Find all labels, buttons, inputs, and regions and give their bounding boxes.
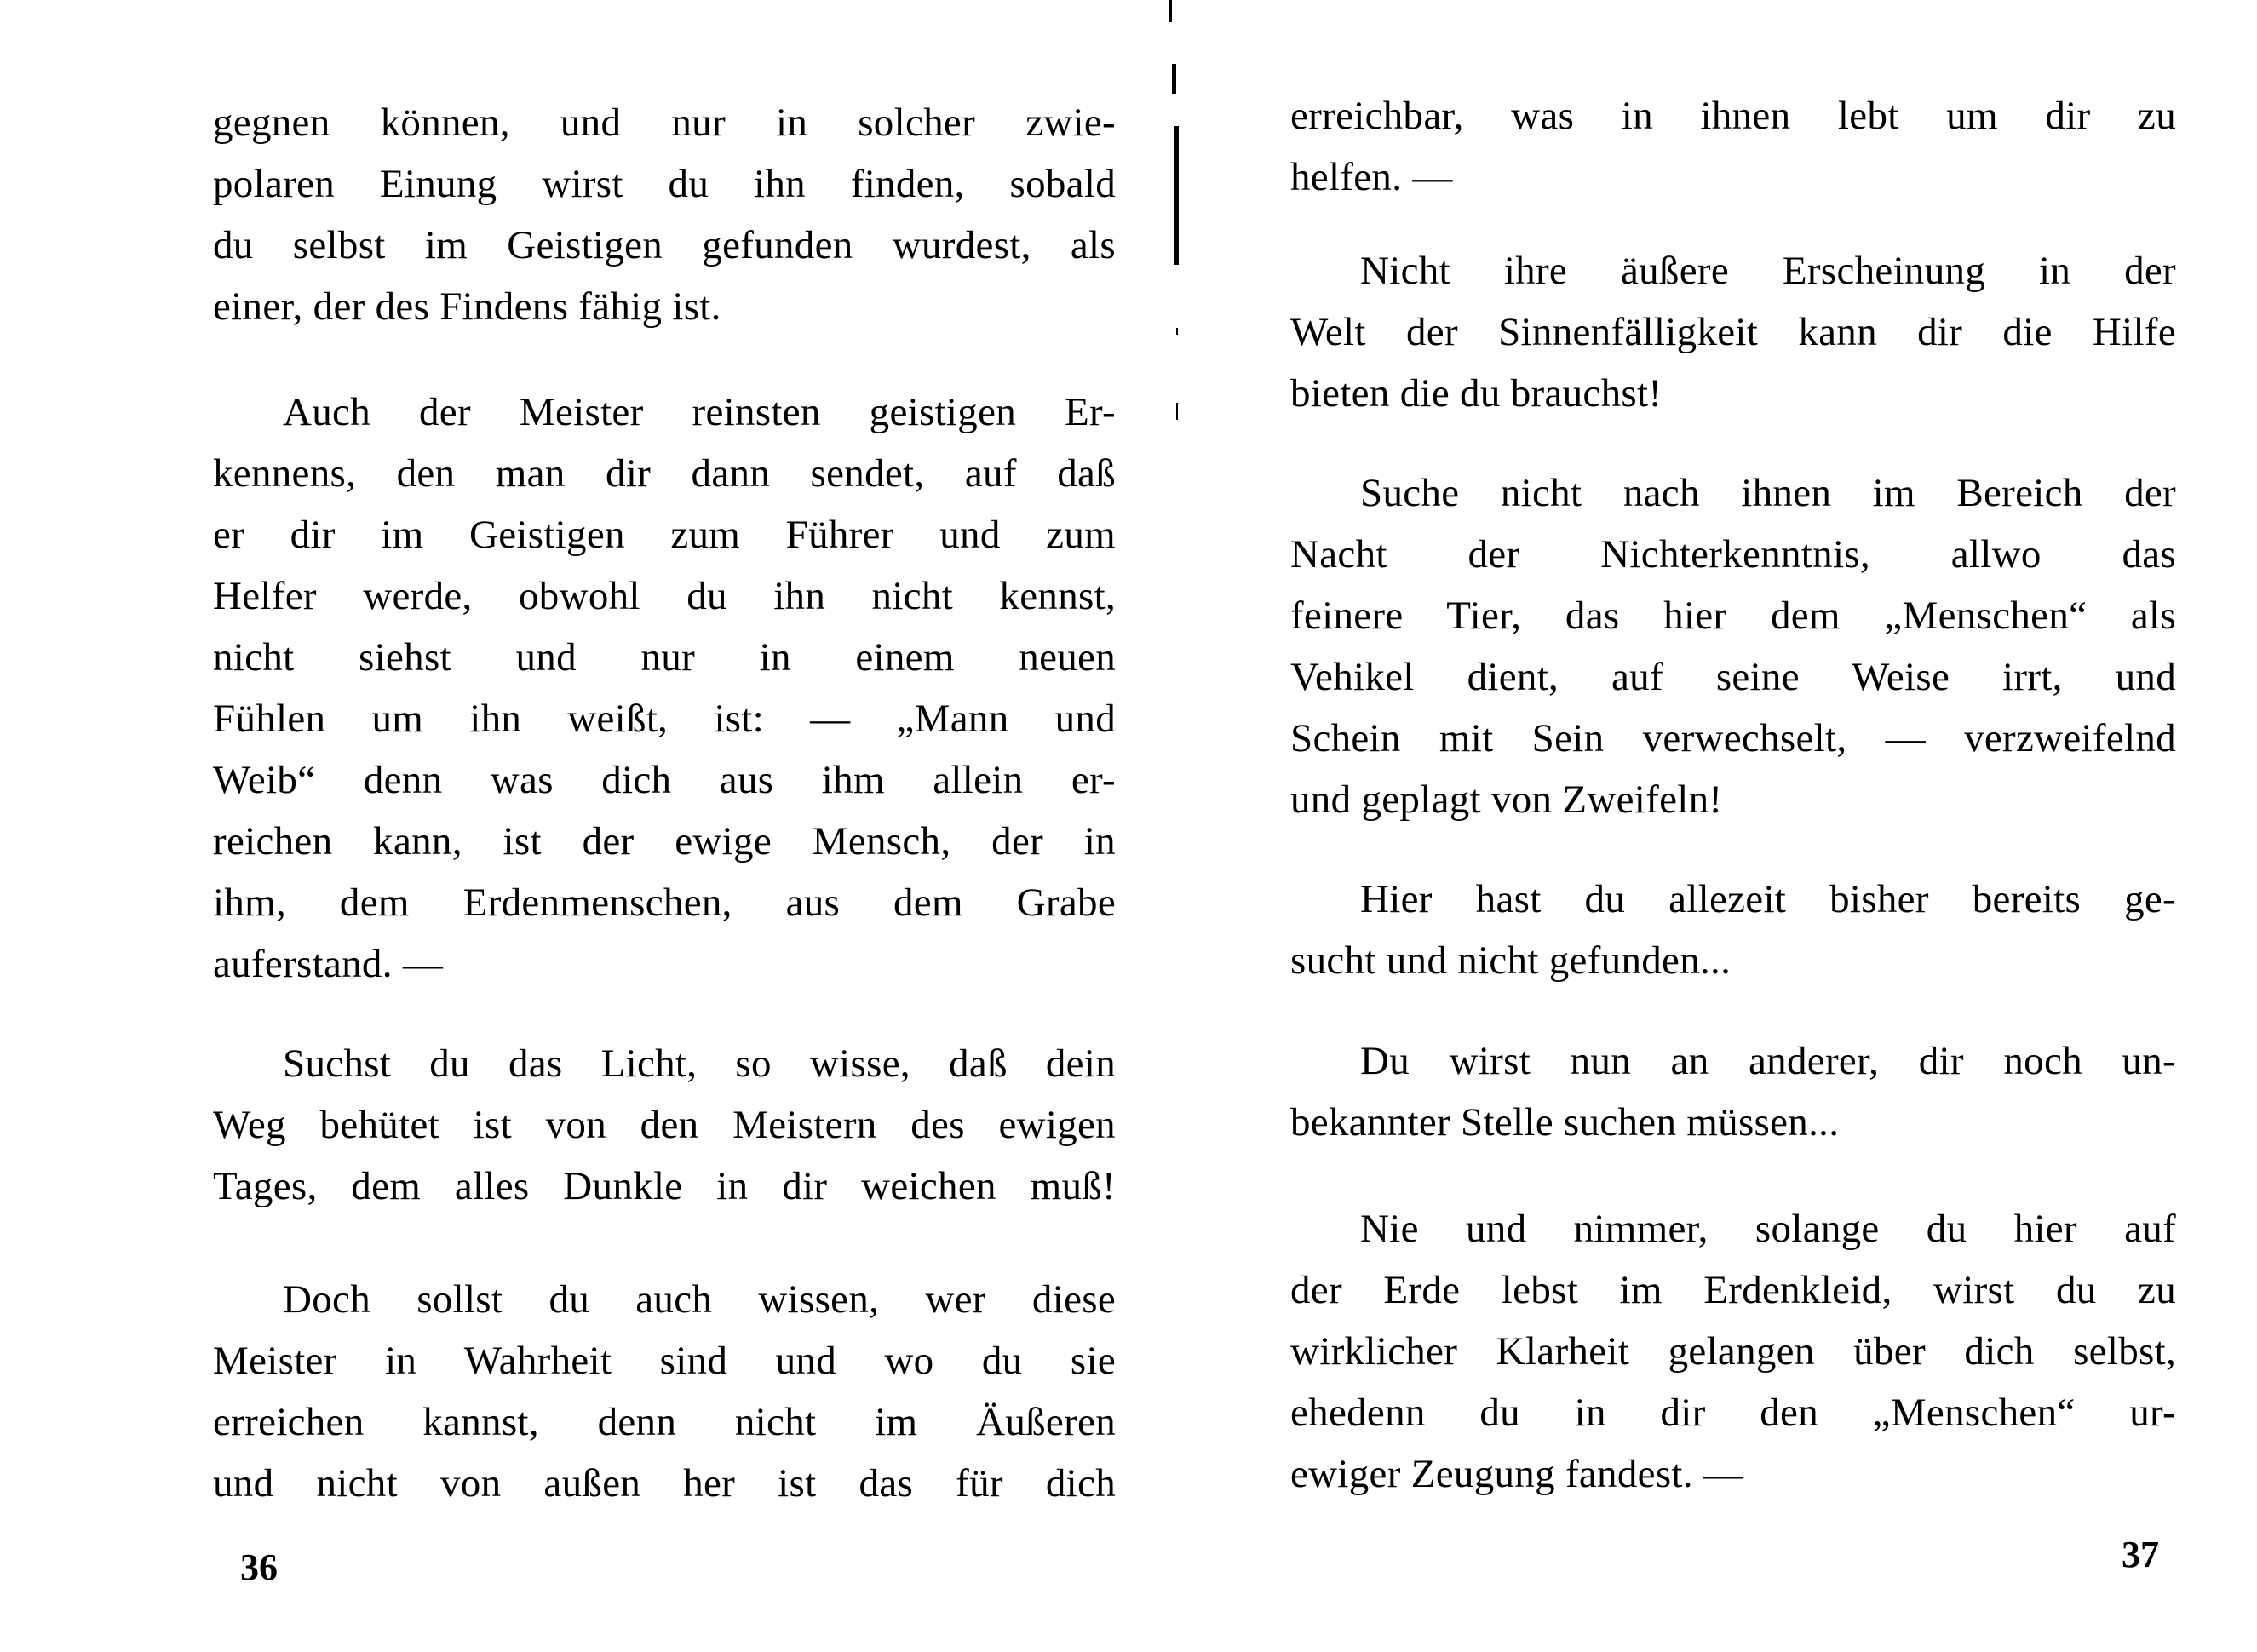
- text-line: und geplagt von Zweifeln!: [1290, 777, 1723, 822]
- text-line: Auch der Meister reinsten geistigen Er-: [283, 390, 1116, 434]
- gutter-mark-middle: [1174, 126, 1179, 265]
- text-line: polaren Einung wirst du ihn finden, sobald: [213, 162, 1116, 206]
- page-number: 36: [240, 1546, 278, 1588]
- text-line: ihm, dem Erdenmenschen, aus dem Grabe: [213, 880, 1116, 925]
- text-line: Tages, dem alles Dunkle in dir weichen muß!: [213, 1164, 1116, 1208]
- text-line: nicht siehst und nur in einem neuen: [213, 635, 1116, 680]
- text-line: Du wirst nun an anderer, dir noch un-: [1360, 1039, 2176, 1083]
- text-line: Nie und nimmer, solange du hier auf: [1360, 1207, 2176, 1251]
- right-paragraph-6: [1290, 1198, 2176, 1505]
- left-paragraph-1: [213, 92, 1116, 337]
- gutter-mark-upper: [1172, 64, 1176, 94]
- right-paragraph-5: [1290, 1030, 2176, 1153]
- text-line: bieten die du brauchst!: [1290, 371, 1663, 416]
- text-line: feinere Tier, das hier dem „Menschen“ als: [1290, 594, 2176, 638]
- text-line: auferstand. —: [213, 942, 444, 986]
- text-line: ewiger Zeugung fandest. —: [1290, 1452, 1744, 1496]
- text-line: Welt der Sinnenfälligkeit kann dir die Hilfe: [1290, 310, 2176, 354]
- text-line: Nicht ihre äußere Erscheinung in der: [1360, 249, 2176, 293]
- right-paragraph-3: [1290, 462, 2176, 830]
- left-paragraph-3: [213, 1033, 1116, 1217]
- text-line: er dir im Geistigen zum Führer und zum: [213, 513, 1116, 557]
- text-line: Suchst du das Licht, so wisse, daß dein: [283, 1041, 1116, 1086]
- right-paragraph-2: [1290, 240, 2176, 424]
- right-paragraph-4: [1290, 869, 2176, 991]
- text-line: Weg behütet ist von den Meistern des ewigen: [213, 1103, 1116, 1147]
- text-line: Hier hast du allezeit bisher bereits ge-: [1360, 877, 2176, 921]
- text-line: helfen. —: [1290, 155, 1453, 199]
- text-line: Fühlen um ihn weißt, ist: — „Mann und: [213, 697, 1116, 741]
- text-line: Helfer werde, obwohl du ihn nicht kennst,: [213, 574, 1116, 618]
- text-line: Vehikel dient, auf seine Weise irrt, und: [1290, 655, 2176, 699]
- text-line: gegnen können, und nur in solcher zwie-: [213, 100, 1116, 145]
- gutter-mark-top: [1169, 0, 1172, 22]
- right-paragraph-1: [1290, 85, 2176, 208]
- page-number: 37: [2122, 1534, 2159, 1575]
- text-line: und nicht von außen her ist das für dich: [213, 1461, 1116, 1506]
- text-line: reichen kann, ist der ewige Mensch, der in: [213, 819, 1116, 863]
- text-line: erreichbar, was in ihnen lebt um dir zu: [1290, 94, 2176, 138]
- text-line: sucht und nicht gefunden...: [1290, 938, 1732, 983]
- text-line: bekannter Stelle suchen müssen...: [1290, 1100, 1840, 1144]
- left-paragraph-2: [213, 381, 1116, 995]
- text-line: der Erde lebst im Erdenkleid, wirst du zu: [1290, 1268, 2176, 1312]
- text-line: Suche nicht nach ihnen im Bereich der: [1360, 471, 2176, 515]
- text-line: Schein mit Sein verwechselt, — verzweifelnd: [1290, 716, 2176, 760]
- gutter-mark-lower: [1176, 403, 1178, 420]
- right-page: [1290, 0, 2176, 1652]
- text-line: Meister in Wahrheit sind und wo du sie: [213, 1339, 1116, 1383]
- text-line: kennens, den man dir dann sendet, auf daß: [213, 451, 1116, 496]
- left-paragraph-4: [213, 1269, 1116, 1514]
- text-line: erreichen kannst, denn nicht im Äußeren: [213, 1400, 1116, 1444]
- left-page: [213, 0, 1116, 1652]
- text-line: Nacht der Nichterkenntnis, allwo das: [1290, 532, 2176, 576]
- text-line: du selbst im Geistigen gefunden wurdest, als: [213, 223, 1116, 267]
- text-line: Weib“ denn was dich aus ihm allein er-: [213, 758, 1116, 802]
- text-line: einer, der des Findens fähig ist.: [213, 284, 721, 329]
- text-line: Doch sollst du auch wissen, wer diese: [283, 1277, 1116, 1322]
- text-line: ehedenn du in dir den „Menschen“ ur-: [1290, 1391, 2176, 1435]
- text-line: wirklicher Klarheit gelangen über dich selbst,: [1290, 1329, 2176, 1374]
- gutter-speck: [1176, 328, 1178, 335]
